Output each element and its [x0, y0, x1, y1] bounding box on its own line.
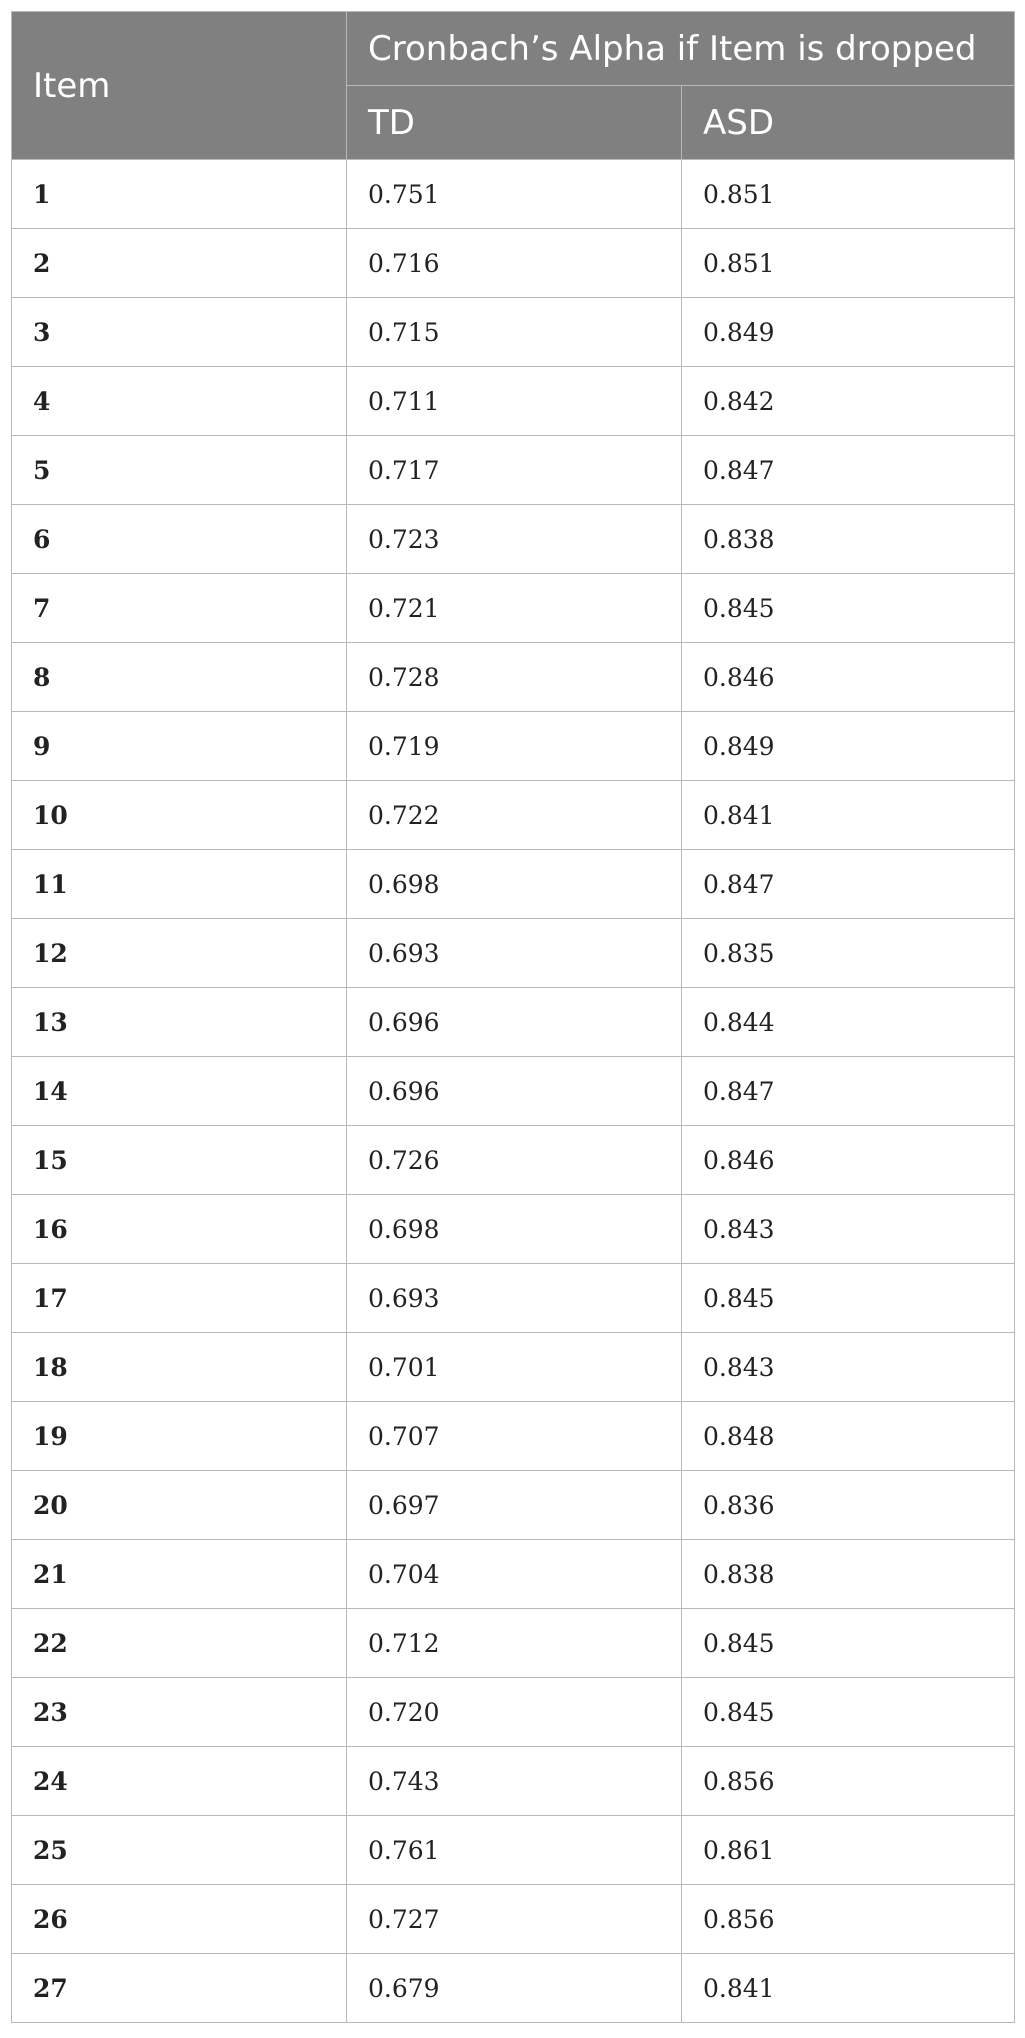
- item-number-cell: 4: [12, 367, 347, 436]
- td-alpha-cell: 0.719: [347, 712, 682, 781]
- item-number-cell: 23: [12, 1678, 347, 1747]
- td-alpha-cell: 0.751: [347, 160, 682, 229]
- table-row: [12, 367, 1015, 436]
- item-number-cell: 13: [12, 988, 347, 1057]
- item-number-cell: 6: [12, 505, 347, 574]
- asd-alpha-cell: 0.836: [682, 1471, 1015, 1540]
- item-number-cell: 12: [12, 919, 347, 988]
- item-number-cell: 5: [12, 436, 347, 505]
- asd-alpha-cell: 0.848: [682, 1402, 1015, 1471]
- item-number-cell: 2: [12, 229, 347, 298]
- table-row: [12, 643, 1015, 712]
- asd-alpha-cell: 0.845: [682, 574, 1015, 643]
- td-alpha-cell: 0.693: [347, 919, 682, 988]
- item-number-cell: 21: [12, 1540, 347, 1609]
- item-number-cell: 8: [12, 643, 347, 712]
- asd-alpha-cell: 0.847: [682, 1057, 1015, 1126]
- item-number-cell: 24: [12, 1747, 347, 1816]
- td-alpha-cell: 0.693: [347, 1264, 682, 1333]
- table-row: [12, 1678, 1015, 1747]
- table-row: [12, 1471, 1015, 1540]
- item-number-cell: 26: [12, 1885, 347, 1954]
- asd-alpha-cell: 0.849: [682, 298, 1015, 367]
- cronbach-alpha-table: [11, 11, 1015, 2023]
- table-row: [12, 1126, 1015, 1195]
- table-row: [12, 1540, 1015, 1609]
- td-alpha-cell: 0.701: [347, 1333, 682, 1402]
- asd-alpha-cell: 0.843: [682, 1333, 1015, 1402]
- asd-alpha-cell: 0.838: [682, 1540, 1015, 1609]
- td-alpha-cell: 0.726: [347, 1126, 682, 1195]
- table-row: [12, 1057, 1015, 1126]
- td-alpha-cell: 0.743: [347, 1747, 682, 1816]
- table-row: [12, 1609, 1015, 1678]
- table-row: [12, 574, 1015, 643]
- td-alpha-cell: 0.722: [347, 781, 682, 850]
- table-row: [12, 1816, 1015, 1885]
- td-alpha-cell: 0.696: [347, 988, 682, 1057]
- table-row: [12, 298, 1015, 367]
- header-row-top: [12, 12, 1015, 86]
- asd-alpha-cell: 0.847: [682, 436, 1015, 505]
- asd-alpha-cell: 0.841: [682, 1954, 1015, 2023]
- asd-alpha-cell: 0.846: [682, 643, 1015, 712]
- item-number-cell: 11: [12, 850, 347, 919]
- table-row: [12, 1333, 1015, 1402]
- table-row: [12, 1747, 1015, 1816]
- table-row: [12, 712, 1015, 781]
- item-number-cell: 27: [12, 1954, 347, 2023]
- item-number-cell: 25: [12, 1816, 347, 1885]
- td-alpha-cell: 0.761: [347, 1816, 682, 1885]
- td-alpha-cell: 0.679: [347, 1954, 682, 2023]
- table-row: [12, 850, 1015, 919]
- td-alpha-cell: 0.707: [347, 1402, 682, 1471]
- td-alpha-cell: 0.697: [347, 1471, 682, 1540]
- asd-alpha-cell: 0.844: [682, 988, 1015, 1057]
- item-number-cell: 16: [12, 1195, 347, 1264]
- table-row: [12, 1195, 1015, 1264]
- table-row: [12, 436, 1015, 505]
- item-number-cell: 17: [12, 1264, 347, 1333]
- td-alpha-cell: 0.696: [347, 1057, 682, 1126]
- asd-alpha-cell: 0.841: [682, 781, 1015, 850]
- asd-alpha-cell: 0.846: [682, 1126, 1015, 1195]
- table-row: [12, 229, 1015, 298]
- td-alpha-cell: 0.721: [347, 574, 682, 643]
- asd-alpha-cell: 0.847: [682, 850, 1015, 919]
- td-alpha-cell: 0.698: [347, 1195, 682, 1264]
- td-alpha-cell: 0.711: [347, 367, 682, 436]
- asd-alpha-cell: 0.842: [682, 367, 1015, 436]
- asd-alpha-cell: 0.843: [682, 1195, 1015, 1264]
- table-row: [12, 988, 1015, 1057]
- asd-alpha-cell: 0.838: [682, 505, 1015, 574]
- td-alpha-cell: 0.704: [347, 1540, 682, 1609]
- table-row: [12, 781, 1015, 850]
- table-row: [12, 1885, 1015, 1954]
- header-asd: ASD: [682, 86, 1015, 160]
- item-number-cell: 9: [12, 712, 347, 781]
- asd-alpha-cell: 0.861: [682, 1816, 1015, 1885]
- item-number-cell: 18: [12, 1333, 347, 1402]
- table-row: [12, 919, 1015, 988]
- header-group-alpha: Cronbach’s Alpha if Item is dropped: [347, 12, 1015, 86]
- item-number-cell: 10: [12, 781, 347, 850]
- table-header: [12, 12, 1015, 160]
- td-alpha-cell: 0.715: [347, 298, 682, 367]
- asd-alpha-cell: 0.835: [682, 919, 1015, 988]
- td-alpha-cell: 0.727: [347, 1885, 682, 1954]
- td-alpha-cell: 0.698: [347, 850, 682, 919]
- item-number-cell: 20: [12, 1471, 347, 1540]
- header-item: Item: [12, 12, 347, 160]
- item-number-cell: 7: [12, 574, 347, 643]
- item-number-cell: 19: [12, 1402, 347, 1471]
- table-row: [12, 1402, 1015, 1471]
- table-row: [12, 1264, 1015, 1333]
- td-alpha-cell: 0.728: [347, 643, 682, 712]
- td-alpha-cell: 0.720: [347, 1678, 682, 1747]
- asd-alpha-cell: 0.845: [682, 1609, 1015, 1678]
- td-alpha-cell: 0.723: [347, 505, 682, 574]
- header-td: TD: [347, 86, 682, 160]
- table-body: [12, 160, 1015, 2023]
- td-alpha-cell: 0.712: [347, 1609, 682, 1678]
- asd-alpha-cell: 0.845: [682, 1264, 1015, 1333]
- asd-alpha-cell: 0.851: [682, 229, 1015, 298]
- item-number-cell: 14: [12, 1057, 347, 1126]
- item-number-cell: 3: [12, 298, 347, 367]
- td-alpha-cell: 0.716: [347, 229, 682, 298]
- asd-alpha-cell: 0.845: [682, 1678, 1015, 1747]
- asd-alpha-cell: 0.849: [682, 712, 1015, 781]
- table-row: [12, 1954, 1015, 2023]
- item-number-cell: 1: [12, 160, 347, 229]
- asd-alpha-cell: 0.851: [682, 160, 1015, 229]
- table-row: [12, 505, 1015, 574]
- table-row: [12, 160, 1015, 229]
- alpha-table-container: [11, 11, 1014, 2023]
- asd-alpha-cell: 0.856: [682, 1747, 1015, 1816]
- td-alpha-cell: 0.717: [347, 436, 682, 505]
- asd-alpha-cell: 0.856: [682, 1885, 1015, 1954]
- item-number-cell: 22: [12, 1609, 347, 1678]
- item-number-cell: 15: [12, 1126, 347, 1195]
